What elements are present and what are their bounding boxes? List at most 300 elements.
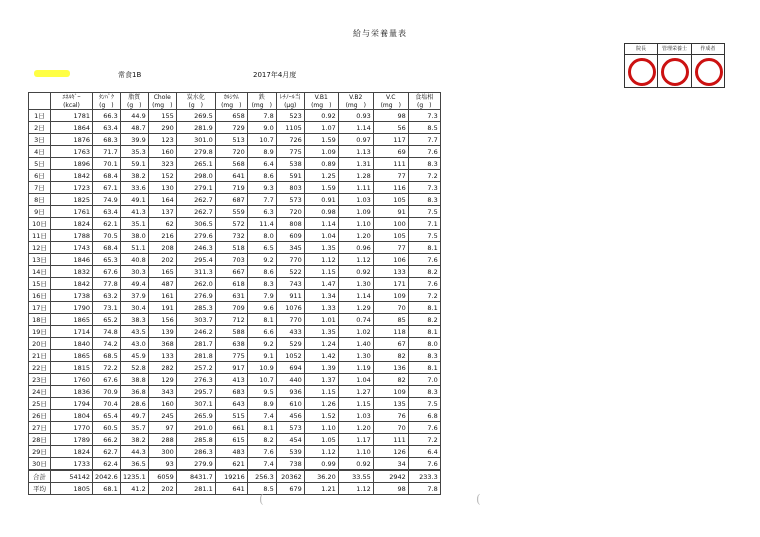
table-cell: 91	[373, 206, 408, 218]
table-cell: 6.6	[247, 326, 276, 338]
table-row	[29, 182, 441, 194]
table-cell: 66.2	[93, 434, 121, 446]
column-header: ﾚﾁﾉｰﾙ当	[276, 93, 304, 102]
table-cell: 38.8	[120, 374, 148, 386]
table-cell: 100	[373, 218, 408, 230]
table-cell: 49.7	[120, 410, 148, 422]
table-cell: 165	[148, 266, 176, 278]
table-cell: 7.3	[408, 110, 440, 122]
table-cell: 1876	[51, 134, 93, 146]
column-unit: (μg)	[276, 101, 304, 110]
table-cell: 694	[276, 362, 304, 374]
table-cell: 343	[148, 386, 176, 398]
table-cell: 137	[148, 206, 176, 218]
table-cell: 1.02	[338, 326, 373, 338]
table-cell: 638	[215, 338, 247, 350]
table-cell: 8.0	[247, 230, 276, 242]
table-cell: 643	[215, 398, 247, 410]
table-row	[29, 254, 441, 266]
table-cell: 539	[276, 446, 304, 458]
table-cell: 233.3	[408, 470, 440, 483]
table-cell: 732	[215, 230, 247, 242]
table-cell: 588	[215, 326, 247, 338]
table-cell: 43.0	[120, 338, 148, 350]
seal-stamp-icon	[695, 58, 723, 86]
unit-row	[29, 101, 441, 110]
table-cell: 1836	[51, 386, 93, 398]
row-label: 合計	[29, 470, 51, 483]
table-cell: 67	[373, 338, 408, 350]
table-cell: 1.12	[338, 483, 373, 495]
table-row	[29, 134, 441, 146]
table-cell: 129	[148, 374, 176, 386]
table-cell: 34	[373, 458, 408, 471]
table-row	[29, 422, 441, 434]
row-label: 20日	[29, 338, 51, 350]
table-row	[29, 302, 441, 314]
table-cell: 7.6	[408, 254, 440, 266]
table-cell: 1.04	[338, 374, 373, 386]
table-row	[29, 326, 441, 338]
table-row	[29, 434, 441, 446]
table-cell: 291.0	[176, 422, 215, 434]
table-cell: 641	[215, 483, 247, 495]
table-cell: 709	[215, 302, 247, 314]
table-cell: 1.26	[304, 398, 338, 410]
table-cell: 687	[215, 194, 247, 206]
table-cell: 44.3	[120, 446, 148, 458]
table-cell: 1832	[51, 266, 93, 278]
table-cell: 20362	[276, 470, 304, 483]
table-cell: 41.2	[120, 483, 148, 495]
table-cell: 456	[276, 410, 304, 422]
table-cell: 726	[276, 134, 304, 146]
table-cell: 262.7	[176, 194, 215, 206]
table-cell: 281.7	[176, 338, 215, 350]
table-cell: 712	[215, 314, 247, 326]
column-header: 炭水化	[176, 93, 215, 102]
document-title: 給与栄養量表	[353, 29, 407, 38]
table-cell: 8.9	[247, 398, 276, 410]
table-cell: 8.9	[247, 146, 276, 158]
table-cell: 8.3	[408, 386, 440, 398]
table-cell: 1.25	[304, 170, 338, 182]
table-cell: 1.12	[338, 254, 373, 266]
table-cell: 8431.7	[176, 470, 215, 483]
table-cell: 1743	[51, 242, 93, 254]
table-cell: 10.9	[247, 362, 276, 374]
table-cell: 1824	[51, 218, 93, 230]
table-cell: 1.17	[338, 434, 373, 446]
table-cell: 65.2	[93, 314, 121, 326]
table-cell: 609	[276, 230, 304, 242]
table-cell: 30.4	[120, 302, 148, 314]
table-cell: 9.5	[247, 386, 276, 398]
table-cell: 1865	[51, 314, 93, 326]
table-cell: 6.4	[408, 446, 440, 458]
row-label: 16日	[29, 290, 51, 302]
table-cell: 7.6	[408, 422, 440, 434]
table-cell: 413	[215, 374, 247, 386]
table-cell: 7.5	[408, 398, 440, 410]
table-row	[29, 194, 441, 206]
table-cell: 257.2	[176, 362, 215, 374]
table-cell: 9.2	[247, 338, 276, 350]
table-cell: 295.4	[176, 254, 215, 266]
table-cell: 454	[276, 434, 304, 446]
table-cell: 9.3	[247, 182, 276, 194]
table-cell: 1.20	[338, 230, 373, 242]
column-header: V.C	[373, 93, 408, 102]
table-cell: 49.4	[120, 278, 148, 290]
table-cell: 36.20	[304, 470, 338, 483]
table-cell: 1.39	[304, 362, 338, 374]
table-cell: 683	[215, 386, 247, 398]
table-cell: 1896	[51, 158, 93, 170]
table-cell: 155	[148, 110, 176, 122]
table-cell: 703	[215, 254, 247, 266]
column-header: 鉄	[247, 93, 276, 102]
table-cell: 7.5	[408, 206, 440, 218]
table-cell: 152	[148, 170, 176, 182]
table-cell: 1.14	[338, 290, 373, 302]
table-cell: 33.55	[338, 470, 373, 483]
table-cell: 109	[373, 290, 408, 302]
table-cell: 36.5	[120, 458, 148, 471]
table-cell: 62.4	[93, 458, 121, 471]
table-cell: 38.2	[120, 170, 148, 182]
report-month: 2017年4月度	[253, 71, 297, 79]
table-cell: 522	[276, 266, 304, 278]
table-cell: 38.3	[120, 314, 148, 326]
row-label: 5日	[29, 158, 51, 170]
table-cell: 7.8	[247, 110, 276, 122]
table-cell: 6.3	[247, 206, 276, 218]
table-cell: 770	[276, 314, 304, 326]
table-cell: 7.4	[247, 458, 276, 471]
table-cell: 440	[276, 374, 304, 386]
table-cell: 298.0	[176, 170, 215, 182]
table-cell: 610	[276, 398, 304, 410]
row-label: 8日	[29, 194, 51, 206]
table-cell: 74.8	[93, 326, 121, 338]
table-cell: 216	[148, 230, 176, 242]
table-cell: 300	[148, 446, 176, 458]
table-cell: 8.3	[247, 278, 276, 290]
table-cell: 1770	[51, 422, 93, 434]
row-label: 9日	[29, 206, 51, 218]
table-row	[29, 446, 441, 458]
table-cell: 1842	[51, 278, 93, 290]
table-row	[29, 290, 441, 302]
table-cell: 68.3	[93, 134, 121, 146]
table-cell: 1.28	[338, 170, 373, 182]
table-cell: 1.29	[338, 302, 373, 314]
table-cell: 160	[148, 146, 176, 158]
table-cell: 720	[276, 206, 304, 218]
table-cell: 282	[148, 362, 176, 374]
table-cell: 7.7	[408, 134, 440, 146]
table-cell: 8.1	[408, 302, 440, 314]
table-cell: 729	[215, 122, 247, 134]
table-cell: 0.99	[304, 458, 338, 471]
approval-role-director: 院長	[625, 44, 658, 54]
table-row	[29, 398, 441, 410]
seal-stamp-icon	[661, 58, 689, 86]
table-cell: 1723	[51, 182, 93, 194]
table-cell: 572	[215, 218, 247, 230]
corner-cell	[29, 101, 51, 110]
column-header: V.B1	[304, 93, 338, 102]
row-label: 12日	[29, 242, 51, 254]
table-cell: 936	[276, 386, 304, 398]
table-cell: 323	[148, 158, 176, 170]
table-cell: 1.10	[304, 422, 338, 434]
table-cell: 7.3	[408, 182, 440, 194]
table-cell: 8.1	[408, 362, 440, 374]
row-label: 10日	[29, 218, 51, 230]
table-cell: 1864	[51, 122, 93, 134]
table-cell: 1.09	[338, 206, 373, 218]
table-row	[29, 386, 441, 398]
table-cell: 52.8	[120, 362, 148, 374]
table-cell: 62.7	[93, 446, 121, 458]
row-label: 15日	[29, 278, 51, 290]
row-label: 3日	[29, 134, 51, 146]
table-cell: 76	[373, 410, 408, 422]
table-cell: 1.30	[338, 278, 373, 290]
table-cell: 917	[215, 362, 247, 374]
row-label: 18日	[29, 314, 51, 326]
table-cell: 1076	[276, 302, 304, 314]
table-row	[29, 410, 441, 422]
table-cell: 307.1	[176, 398, 215, 410]
table-cell: 738	[276, 458, 304, 471]
table-cell: 368	[148, 338, 176, 350]
column-unit: (mg )	[215, 101, 247, 110]
table-cell: 59.1	[120, 158, 148, 170]
table-cell: 483	[215, 446, 247, 458]
table-cell: 0.98	[304, 206, 338, 218]
table-cell: 265.9	[176, 410, 215, 422]
table-cell: 1.20	[338, 422, 373, 434]
table-cell: 615	[215, 434, 247, 446]
table-cell: 775	[276, 146, 304, 158]
table-body	[29, 110, 441, 495]
table-cell: 591	[276, 170, 304, 182]
table-row	[29, 458, 441, 471]
table-cell: 1.34	[304, 290, 338, 302]
table-cell: 1846	[51, 254, 93, 266]
table-cell: 63.2	[93, 290, 121, 302]
table-cell: 208	[148, 242, 176, 254]
table-cell: 246.2	[176, 326, 215, 338]
table-cell: 1760	[51, 374, 93, 386]
table-cell: 63.4	[93, 122, 121, 134]
table-cell: 73.1	[93, 302, 121, 314]
table-cell: 1.15	[338, 398, 373, 410]
table-cell: 6.8	[408, 410, 440, 422]
table-cell: 1.14	[338, 122, 373, 134]
table-cell: 36.8	[120, 386, 148, 398]
table-row	[29, 314, 441, 326]
table-cell: 63.4	[93, 206, 121, 218]
table-cell: 1.15	[304, 266, 338, 278]
table-cell: 74.2	[93, 338, 121, 350]
table-cell: 0.92	[304, 110, 338, 122]
table-cell: 8.1	[408, 242, 440, 254]
column-header: ｴﾈﾙｷﾞｰ	[51, 93, 93, 102]
table-cell: 9.2	[247, 254, 276, 266]
table-cell: 1.05	[304, 434, 338, 446]
row-label: 2日	[29, 122, 51, 134]
table-cell: 1.30	[338, 350, 373, 362]
table-cell: 48.7	[120, 122, 148, 134]
table-cell: 1.35	[304, 326, 338, 338]
table-cell: 433	[276, 326, 304, 338]
table-cell: 77.8	[93, 278, 121, 290]
table-row	[29, 338, 441, 350]
table-cell: 39.9	[120, 134, 148, 146]
table-cell: 618	[215, 278, 247, 290]
table-row	[29, 350, 441, 362]
table-row	[29, 362, 441, 374]
table-cell: 0.96	[338, 242, 373, 254]
approval-sign-dietitian	[658, 55, 691, 88]
table-cell: 97	[148, 422, 176, 434]
table-cell: 290	[148, 122, 176, 134]
table-cell: 130	[148, 182, 176, 194]
table-cell: 60.5	[93, 422, 121, 434]
table-row	[29, 110, 441, 122]
table-cell: 41.3	[120, 206, 148, 218]
row-label: 21日	[29, 350, 51, 362]
table-cell: 7.7	[247, 194, 276, 206]
table-cell: 1794	[51, 398, 93, 410]
approval-role-author: 作成者	[700, 46, 716, 52]
table-cell: 77	[373, 242, 408, 254]
table-row	[29, 170, 441, 182]
table-cell: 720	[215, 146, 247, 158]
nutrition-table	[28, 92, 441, 495]
total-row	[29, 470, 441, 483]
table-cell: 1.12	[304, 254, 338, 266]
row-label: 28日	[29, 434, 51, 446]
table-cell: 306.5	[176, 218, 215, 230]
approval-stamp-box	[624, 43, 725, 88]
table-cell: 67.6	[93, 266, 121, 278]
table-cell: 45.9	[120, 350, 148, 362]
table-cell: 82	[373, 374, 408, 386]
table-cell: 70.4	[93, 398, 121, 410]
table-cell: 1.10	[338, 446, 373, 458]
table-cell: 19216	[215, 470, 247, 483]
redacted-facility-name	[34, 70, 70, 77]
table-cell: 262.0	[176, 278, 215, 290]
table-cell: 265.1	[176, 158, 215, 170]
table-cell: 82	[373, 350, 408, 362]
table-cell: 8.6	[247, 170, 276, 182]
table-cell: 281.8	[176, 350, 215, 362]
table-cell: 0.74	[338, 314, 373, 326]
table-cell: 311.3	[176, 266, 215, 278]
table-cell: 70	[373, 422, 408, 434]
table-cell: 621	[215, 458, 247, 471]
table-cell: 6.5	[247, 242, 276, 254]
table-cell: 808	[276, 218, 304, 230]
table-cell: 513	[215, 134, 247, 146]
table-cell: 286.3	[176, 446, 215, 458]
table-cell: 1.14	[304, 218, 338, 230]
table-row	[29, 146, 441, 158]
table-cell: 126	[373, 446, 408, 458]
table-cell: 28.6	[120, 398, 148, 410]
table-cell: 69	[373, 146, 408, 158]
table-cell: 7.2	[408, 170, 440, 182]
column-unit: (g )	[120, 101, 148, 110]
table-cell: 1235.1	[120, 470, 148, 483]
table-cell: 0.97	[338, 134, 373, 146]
table-cell: 1.09	[304, 146, 338, 158]
table-row	[29, 218, 441, 230]
table-cell: 7.1	[408, 218, 440, 230]
table-cell: 136	[373, 362, 408, 374]
row-label: 17日	[29, 302, 51, 314]
approval-role-dietitian: 管理栄養士	[658, 44, 691, 54]
table-cell: 62.1	[93, 218, 121, 230]
table-row	[29, 206, 441, 218]
table-cell: 262.7	[176, 206, 215, 218]
table-cell: 1815	[51, 362, 93, 374]
row-label: 1日	[29, 110, 51, 122]
table-cell: 2942	[373, 470, 408, 483]
table-cell: 68.1	[93, 483, 121, 495]
row-label: 19日	[29, 326, 51, 338]
table-cell: 156	[148, 314, 176, 326]
table-cell: 74.9	[93, 194, 121, 206]
table-cell: 35.1	[120, 218, 148, 230]
average-row	[29, 483, 441, 495]
column-unit: (mg )	[304, 101, 338, 110]
table-cell: 1.31	[338, 158, 373, 170]
table-cell: 1840	[51, 338, 93, 350]
column-unit: (mg )	[247, 101, 276, 110]
table-cell: 70.1	[93, 158, 121, 170]
table-cell: 487	[148, 278, 176, 290]
table-cell: 301.0	[176, 134, 215, 146]
table-cell: 62	[148, 218, 176, 230]
table-cell: 568	[215, 158, 247, 170]
table-cell: 246.3	[176, 242, 215, 254]
table-cell: 775	[215, 350, 247, 362]
table-cell: 7.2	[408, 434, 440, 446]
table-cell: 1.15	[304, 386, 338, 398]
table-cell: 279.1	[176, 182, 215, 194]
table-cell: 1804	[51, 410, 93, 422]
table-cell: 281.9	[176, 122, 215, 134]
table-cell: 256.3	[247, 470, 276, 483]
table-cell: 1.42	[304, 350, 338, 362]
table-cell: 38.2	[120, 434, 148, 446]
table-cell: 276.3	[176, 374, 215, 386]
table-cell: 1.10	[338, 218, 373, 230]
column-unit: (g )	[408, 101, 440, 110]
table-cell: 72.2	[93, 362, 121, 374]
table-cell: 35.3	[120, 146, 148, 158]
table-row	[29, 266, 441, 278]
table-cell: 38.0	[120, 230, 148, 242]
table-row	[29, 278, 441, 290]
